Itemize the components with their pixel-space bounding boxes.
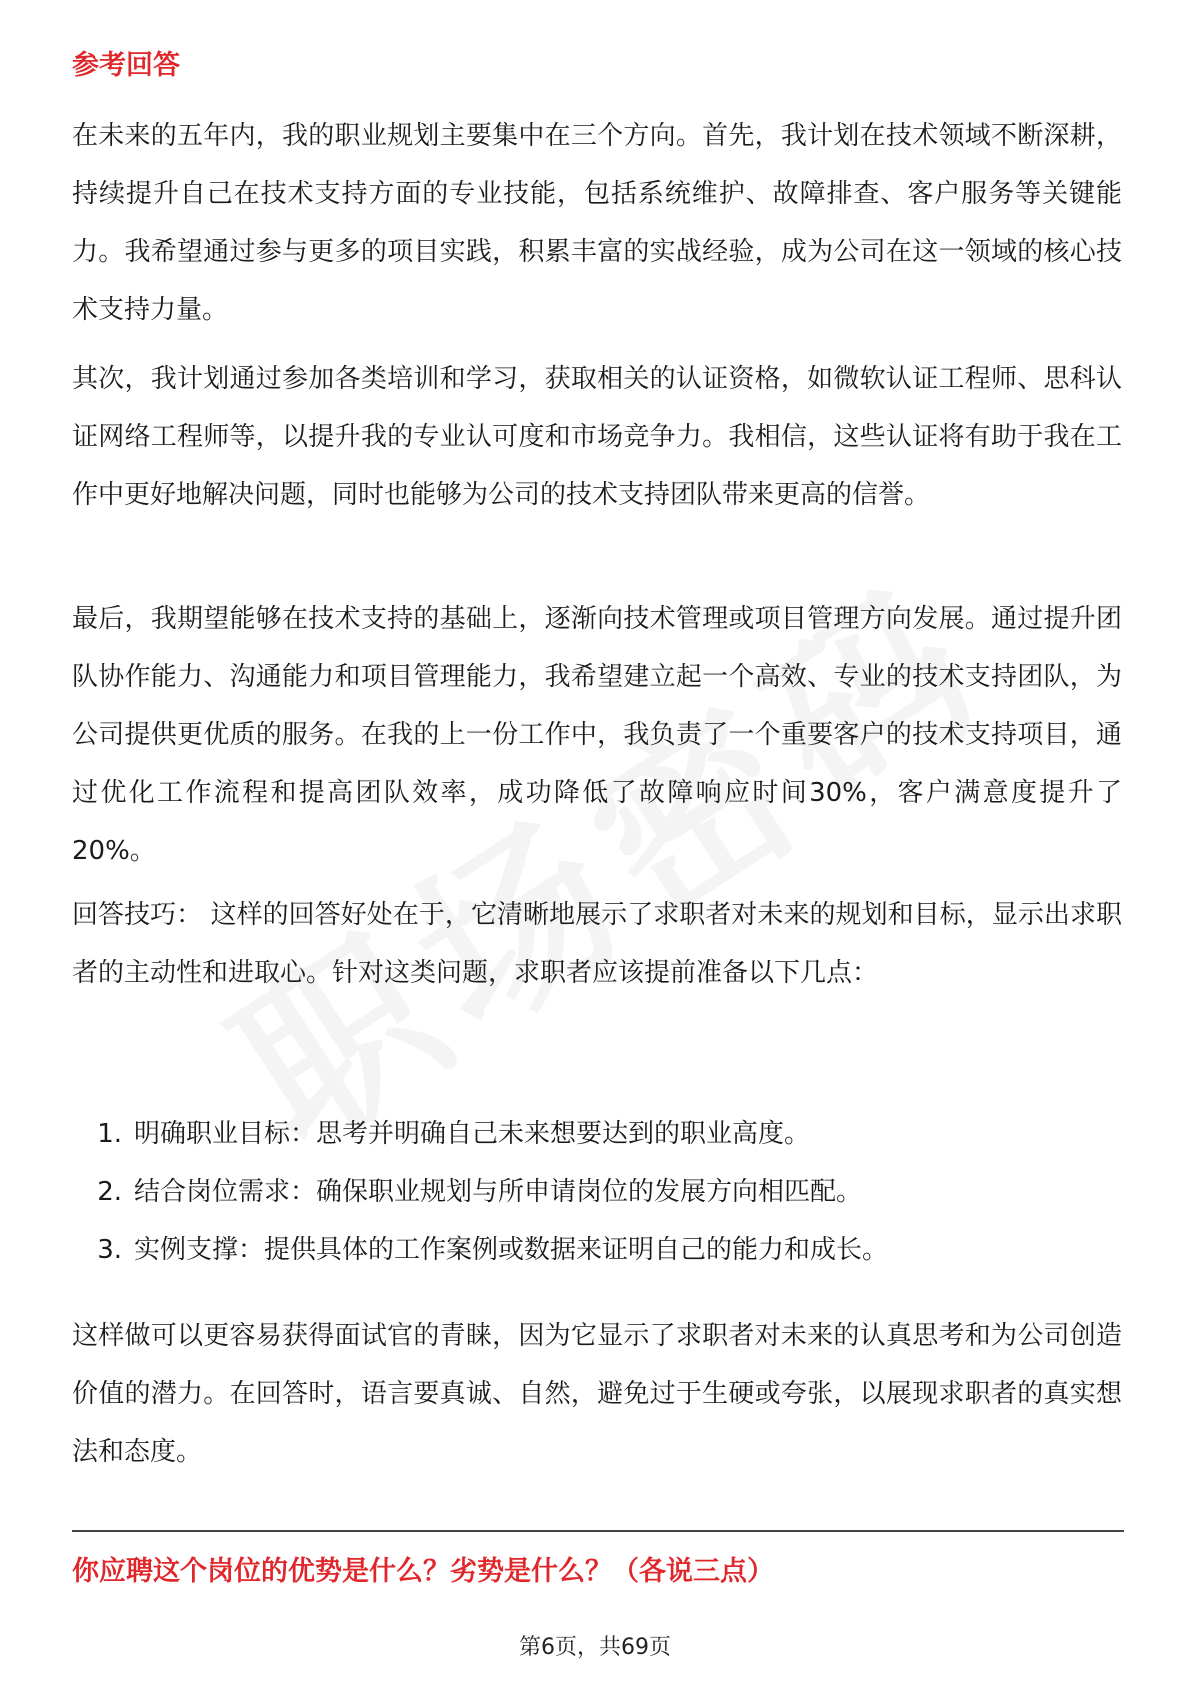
divider (72, 1530, 1124, 1532)
list-item-text: 实例支撑：提供具体的工作案例或数据来证明自己的能力和成长。 (134, 1235, 889, 1265)
section-title: 参考回答 (72, 50, 180, 81)
list-item-number: 2. (97, 1177, 122, 1207)
list-item-number: 3. (97, 1235, 122, 1265)
tips-paragraph: 回答技巧： 这样的回答好处在于，它清晰地展示了求职者对未来的规划和目标，显示出求职者的主动性和进取心。针对这类问题，求职者应该提前准备以下几点： (72, 900, 1122, 988)
list-item (72, 1105, 1122, 1163)
tips-list (72, 1105, 1122, 1279)
page-number: 第6页，共69页 (519, 1635, 671, 1660)
list-item-text: 结合岗位需求：确保职业规划与所申请岗位的发展方向相匹配。 (134, 1177, 863, 1207)
answer-paragraph-2: 其次，我计划通过参加各类培训和学习，获取相关的认证资格，如微软认证工程师、思科认证网络工程师等，以提升我的专业认可度和市场竞争力。我相信，这些认证将有助于我在工作中更好地解决问题，同时也能够为公司的技术支持团队带来更高的信誉。 (72, 364, 1122, 510)
answer-paragraph-1: 在未来的五年内，我的职业规划主要集中在三个方向。首先，我计划在技术领域不断深耕，持续提升自己在技术支持方面的专业技能，包括系统维护、故障排查、客户服务等关键能力。我希望通过参与更多的项目实践，积累丰富的实战经验，成为公司在这一领域的核心技术支持力量。 (72, 121, 1122, 325)
list-item-text: 明确职业目标：思考并明确自己未来想要达到的职业高度。 (134, 1119, 811, 1149)
list-item-number: 1. (97, 1119, 122, 1149)
closing-paragraph: 这样做可以更容易获得面试官的青睐，因为它显示了求职者对未来的认真思考和为公司创造价值的潜力。在回答时，语言要真诚、自然，避免过于生硬或夸张，以展现求职者的真实想法和态度。 (72, 1321, 1122, 1467)
answer-paragraph-3: 最后，我期望能够在技术支持的基础上，逐渐向技术管理或项目管理方向发展。通过提升团队协作能力、沟通能力和项目管理能力，我希望建立起一个高效、专业的技术支持团队，为公司提供更优质的服务。在我的上一份工作中，我负责了一个重要客户的技术支持项目，通过优化工作流程和提高团队效率，成功降低了故障响应时间30%，客户满意度提升了20%。 (72, 604, 1122, 866)
list-item (72, 1163, 1122, 1221)
next-question-title: 你应聘这个岗位的优势是什么？劣势是什么？（各说三点） (72, 1556, 774, 1587)
list-item (72, 1221, 1122, 1279)
